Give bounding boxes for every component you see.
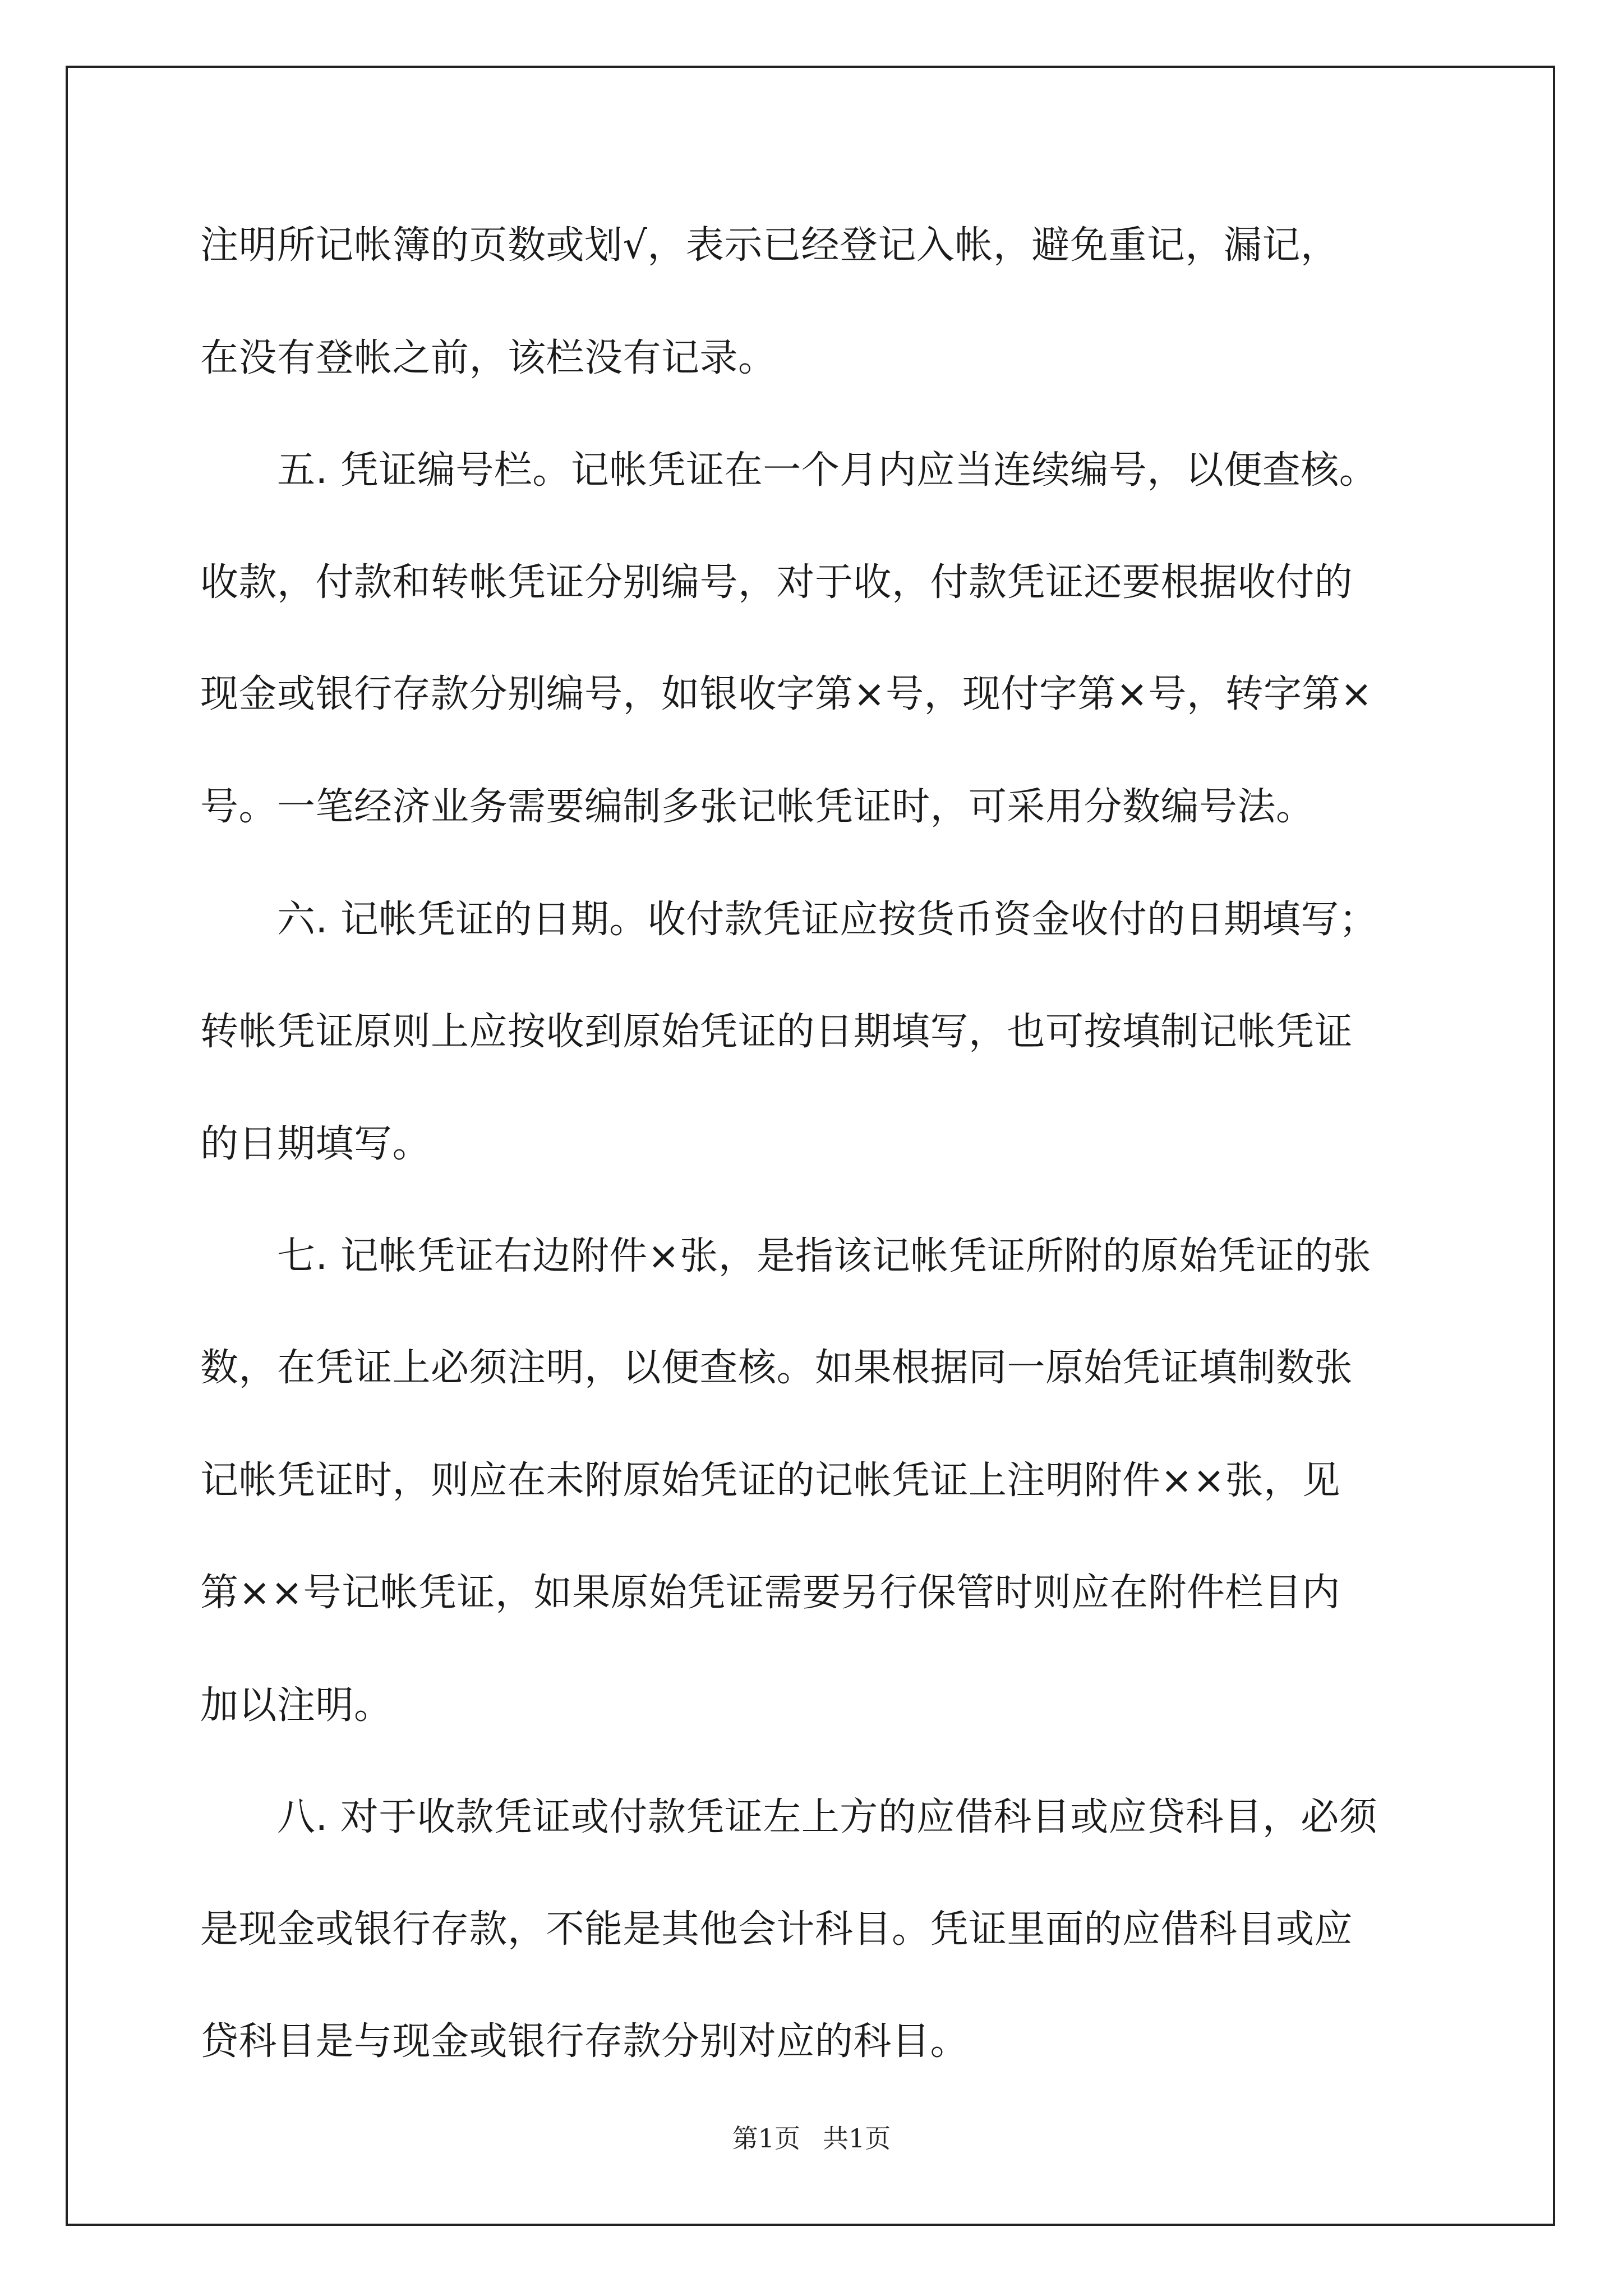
page-number: 第1页 xyxy=(732,2123,800,2154)
page-total: 共1页 xyxy=(823,2123,891,2154)
text-line: 收款，付款和转帐凭证分别编号，对于收，付款凭证还要根据收付的 xyxy=(200,560,1353,605)
text-line: 的日期填写。 xyxy=(200,1122,431,1166)
text-line: 现金或银行存款分别编号，如银收字第×号，现付字第×号，转字第× xyxy=(200,672,1373,716)
text-line: 转帐凭证原则上应按收到原始凭证的日期填写，也可按填制记帐凭证 xyxy=(200,1010,1353,1054)
text-line: 第××号记帐凭证，如果原始凭证需要另行保管时则应在附件栏目内 xyxy=(200,1571,1340,1615)
text-line: 八. 对于收款凭证或付款凭证左上方的应借科目或应贷科目，必须 xyxy=(200,1795,1378,1839)
text-line: 注明所记帐簿的页数或划√，表示已经登记入帐，避免重记，漏记， xyxy=(200,223,1339,268)
text-line: 是现金或银行存款，不能是其他会计科目。凭证里面的应借科目或应 xyxy=(200,1907,1353,1952)
text-line: 五. 凭证编号栏。记帐凭证在一个月内应当连续编号，以便查核。 xyxy=(200,448,1378,493)
text-line: 数，在凭证上必须注明，以便查核。如果根据同一原始凭证填制数张 xyxy=(200,1346,1353,1390)
text-line: 六. 记帐凭证的日期。收付款凭证应按货币资金收付的日期填写； xyxy=(200,898,1378,942)
text-line: 贷科目是与现金或银行存款分别对应的科目。 xyxy=(200,2019,969,2064)
text-line: 号。一笔经济业务需要编制多张记帐凭证时，可采用分数编号法。 xyxy=(200,785,1315,829)
text-line: 加以注明。 xyxy=(200,1683,393,1728)
text-line: 记帐凭证时，则应在未附原始凭证的记帐凭证上注明附件××张，见 xyxy=(200,1458,1340,1503)
text-line: 七. 记帐凭证右边附件×张，是指该记帐凭证所附的原始凭证的张 xyxy=(200,1234,1372,1278)
text-line: 在没有登帐之前，该栏没有记录。 xyxy=(200,336,777,380)
page-footer xyxy=(0,2122,1623,2155)
